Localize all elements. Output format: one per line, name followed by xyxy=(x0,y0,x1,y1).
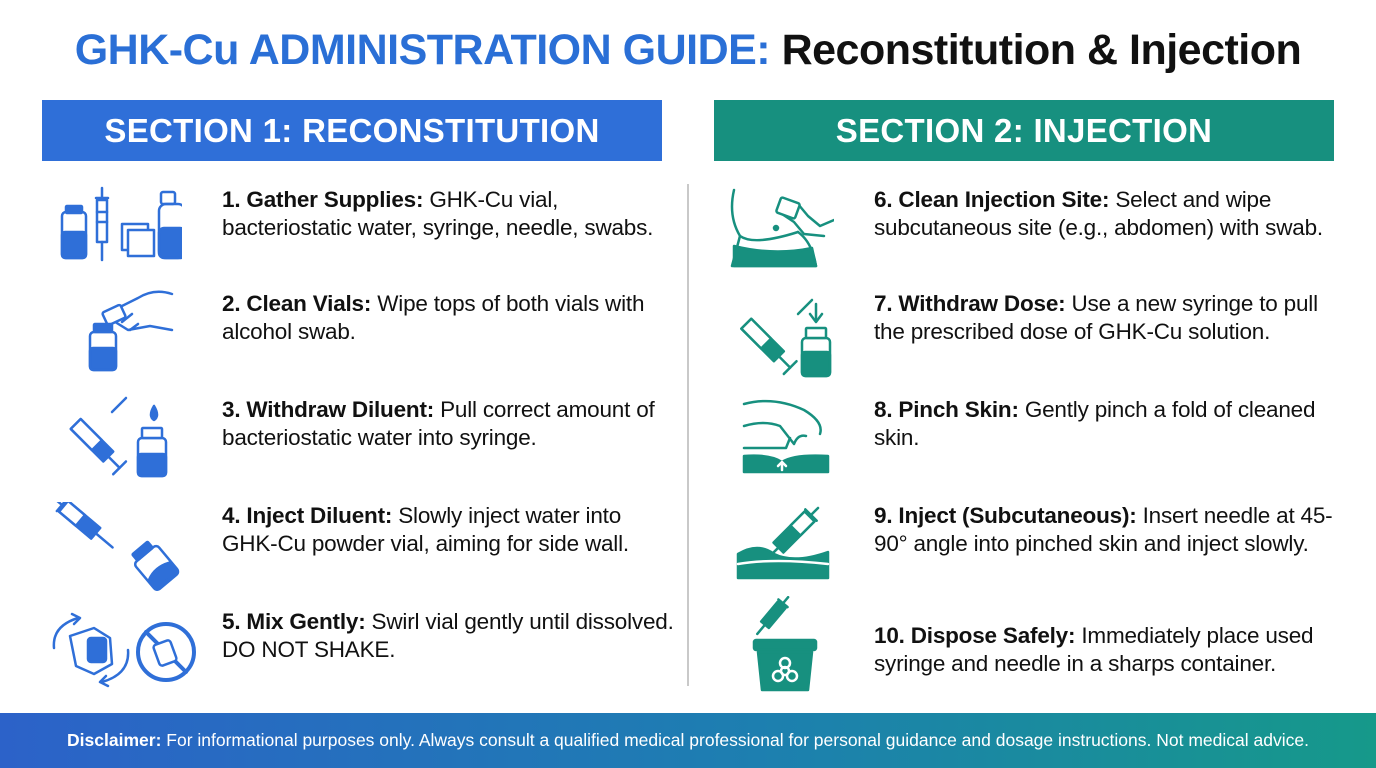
step-8-body: Gently pinch a fold of cleaned skin. xyxy=(874,397,1316,450)
disclaimer-text: For informational purposes only. Always consult a qualified medical professional for personal guidance and dosage instructions. Not medical advice. xyxy=(166,730,1309,750)
title-part-1: GHK-Cu ADMINISTRATION GUIDE: xyxy=(74,26,771,74)
step-7-text xyxy=(874,290,1334,346)
clean-vial-icon xyxy=(42,290,182,380)
step-4-body: Slowly inject water into GHK-Cu powder vial, aiming for side wall. xyxy=(222,503,629,556)
step-6-text xyxy=(874,186,1334,242)
step-10-body: Immediately place used syringe and needle in a sharps container. xyxy=(874,623,1314,676)
step-4-title: 4. Inject Diluent: xyxy=(222,503,393,528)
step-6-title: 6. Clean Injection Site: xyxy=(874,187,1110,212)
step-2-text xyxy=(222,290,682,346)
step-10-text xyxy=(874,622,1334,678)
column-divider xyxy=(687,184,689,686)
step-7-title: 7. Withdraw Dose: xyxy=(874,291,1066,316)
step-9-body: Insert needle at 45-90° angle into pinched skin and inject slowly. xyxy=(874,503,1333,556)
swirl-no-shake-icon xyxy=(42,608,182,698)
withdraw-dose-icon xyxy=(694,290,834,380)
step-5-body: Swirl vial gently until dissolved. DO NOT SHAKE. xyxy=(222,609,674,662)
step-10-title: 10. Dispose Safely: xyxy=(874,623,1076,648)
step-4-text xyxy=(222,502,682,558)
step-2-title: 2. Clean Vials: xyxy=(222,291,372,316)
step-8-title: 8. Pinch Skin: xyxy=(874,397,1019,422)
step-3-body: Pull correct amount of bacteriostatic water into syringe. xyxy=(222,397,655,450)
step-2-body: Wipe tops of both vials with alcohol swab. xyxy=(222,291,645,344)
step-7-body: Use a new syringe to pull the prescribed dose of GHK-Cu solution. xyxy=(874,291,1318,344)
supplies-icon xyxy=(42,186,182,276)
step-1-text xyxy=(222,186,682,242)
clean-site-icon xyxy=(694,186,834,276)
inject-diluent-icon xyxy=(42,502,182,592)
step-9-title: 9. Inject (Subcutaneous): xyxy=(874,503,1137,528)
step-9-text xyxy=(874,502,1334,558)
section-1-header: SECTION 1: RECONSTITUTION xyxy=(42,100,662,161)
step-8-text xyxy=(874,396,1334,452)
pinch-skin-icon xyxy=(694,396,834,486)
step-1-body: GHK-Cu vial, bacteriostatic water, syringe, needle, swabs. xyxy=(222,187,654,240)
withdraw-diluent-icon xyxy=(42,396,182,486)
step-3-text xyxy=(222,396,682,452)
step-3-title: 3. Withdraw Diluent: xyxy=(222,397,435,422)
disclaimer-footer xyxy=(0,713,1376,768)
disclaimer-label: Disclaimer: xyxy=(67,730,162,750)
section-2-header: SECTION 2: INJECTION xyxy=(714,100,1334,161)
page-title xyxy=(0,26,1376,75)
inject-subcutaneous-icon xyxy=(694,502,834,592)
step-6-body: Select and wipe subcutaneous site (e.g., abdomen) with swab. xyxy=(874,187,1323,240)
step-1-title: 1. Gather Supplies: xyxy=(222,187,424,212)
step-5-text xyxy=(222,608,682,664)
title-part-2: Reconstitution & Injection xyxy=(781,26,1302,74)
step-5-title: 5. Mix Gently: xyxy=(222,609,366,634)
sharps-container-icon xyxy=(694,596,834,686)
